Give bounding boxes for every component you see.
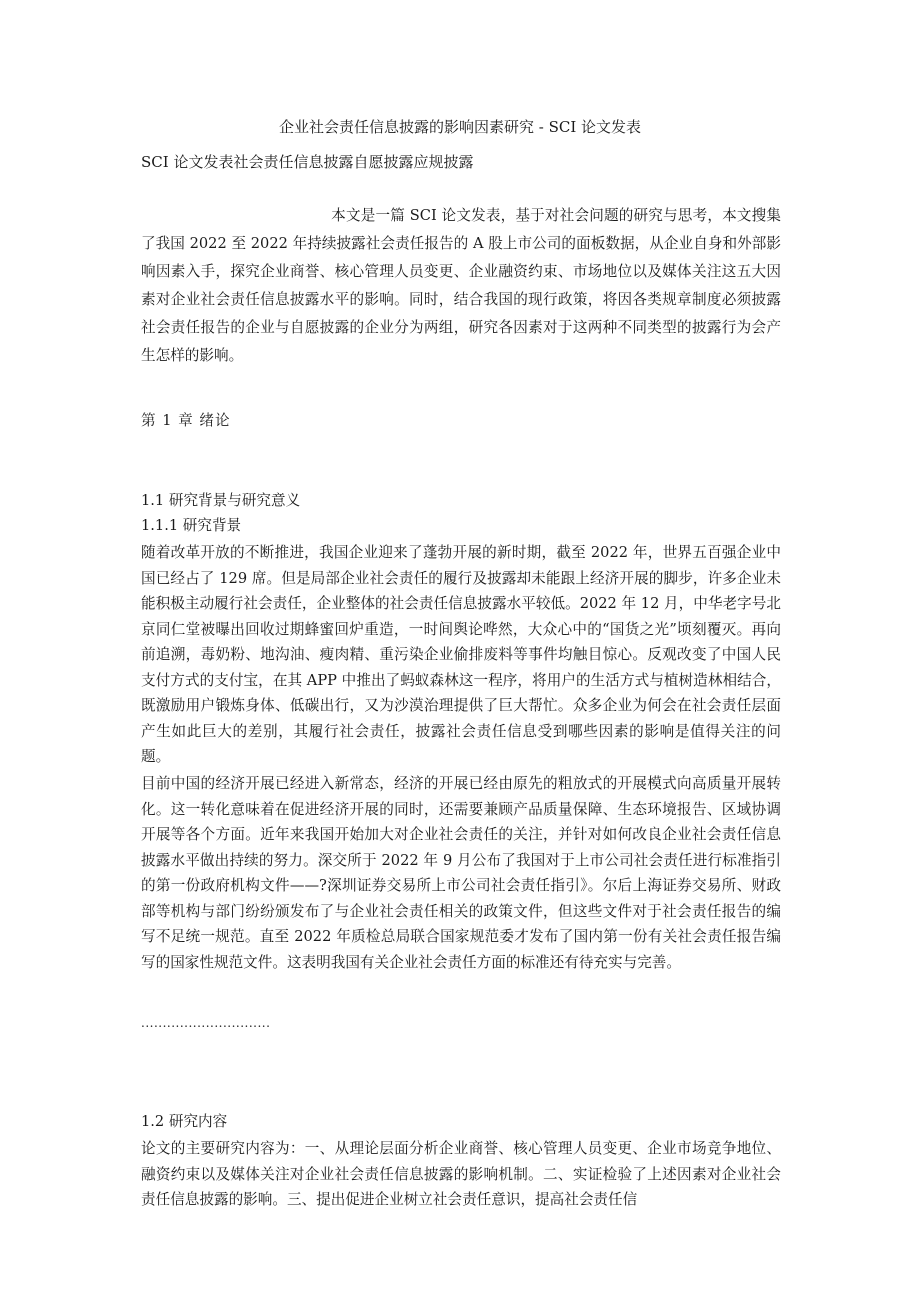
section-heading-1-2: 1.2 研究内容	[141, 1113, 228, 1130]
section-heading-1-1: 1.1 研究背景与研究意义	[141, 492, 301, 509]
keywords-line: SCI 论文发表社会责任信息披露自愿披露应规披露	[141, 153, 474, 171]
abstract-paragraph	[141, 202, 781, 370]
document-title: 企业社会责任信息披露的影响因素研究 - SCI 论文发表	[278, 118, 642, 136]
body-paragraph-1: 随着改革开放的不断推进，我国企业迎来了蓬勃开展的新时期，截至 2022 年，世界五百强企业中国已经占了 129 席。但是局部企业社会责任的履行及披露却未能跟上经济开展的脚步，许多企业未能积极主动履行社会责任，企业整体的社会责任信息披露水平较低。2022 年 12 月，中华老字号北京同仁堂被曝出回收过期蜂蜜回炉重造，一时间舆论哗然，大众心中的“国货之光”顷刻覆灭。再向前追溯，毒奶粉、地沟油、瘦肉精、重污染企业偷排废料等事件均触目惊心。反观改变了中国人民支付方式的支付宝，在其 APP 中推出了蚂蚁森林这一程序，将用户的生活方式与植树造林相结合，既激励用户锻炼身体、低碳出行，又为沙漠治理提供了巨大帮忙。众多企业为何会在社会责任层面产生如此巨大的差别，其履行社会责任，披露社会责任信息受到哪些因素的影响是值得关注的问题。	[141, 544, 781, 765]
abstract-text: 本文是一篇 SCI 论文发表，基于对社会问题的研究与思考，本文搜集了我国 2022 至 2022 年持续披露社会责任报告的 A 股上市公司的面板数据，从企业自身和外部影响因素入手，探究企业商誉、核心管理人员变更、企业融资约束、市场地位以及媒体关注这五大因素对企业社会责任信息披露水平的影响。同时，结合我国的现行政策，将因各类规章制度必须披露社会责任报告的企业与自愿披露的企业分为两组，研究各因素对于这两种不同类型的披露行为会产生怎样的影响。	[141, 207, 781, 364]
body-paragraph-2: 目前中国的经济开展已经进入新常态，经济的开展已经由原先的粗放式的开展模式向高质量开展转化。这一转化意味着在促进经济开展的同时，还需要兼顾产品质量保障、生态环境报告、区域协调开展等各个方面。近年来我国开始加大对企业社会责任的关注，并针对如何改良企业社会责任信息披露水平做出持续的努力。深交所于 2022 年 9 月公布了我国对于上市公司社会责任进行标准指引的第一份政府机构文件——?深圳证券交易所上市公司社会责任指引》。尔后上海证券交易所、财政部等机构与部门纷纷颁发布了与企业社会责任相关的政策文件，但这些文件对于社会责任报告的编写不足统一规范。直至 2022 年质检总局联合国家规范委才发布了国内第一份有关社会责任报告编写的国家性规范文件。这表明我国有关企业社会责任方面的标准还有待充实与完善。	[141, 775, 781, 971]
chapter-heading: 第 1 章 绪论	[141, 412, 231, 429]
body-paragraph-3: 论文的主要研究内容为：一、从理论层面分析企业商誉、核心管理人员变更、企业市场竞争地位、融资约束以及媒体关注对企业社会责任信息披露的影响机制。二、实证检验了上述因素对企业社会责任信息披露的影响。三、提出促进企业树立社会责任意识，提高社会责任信	[141, 1140, 781, 1208]
section-heading-1-1-1: 1.1.1 研究背景	[141, 517, 242, 534]
ellipsis-separator: ..............................	[141, 1016, 271, 1030]
